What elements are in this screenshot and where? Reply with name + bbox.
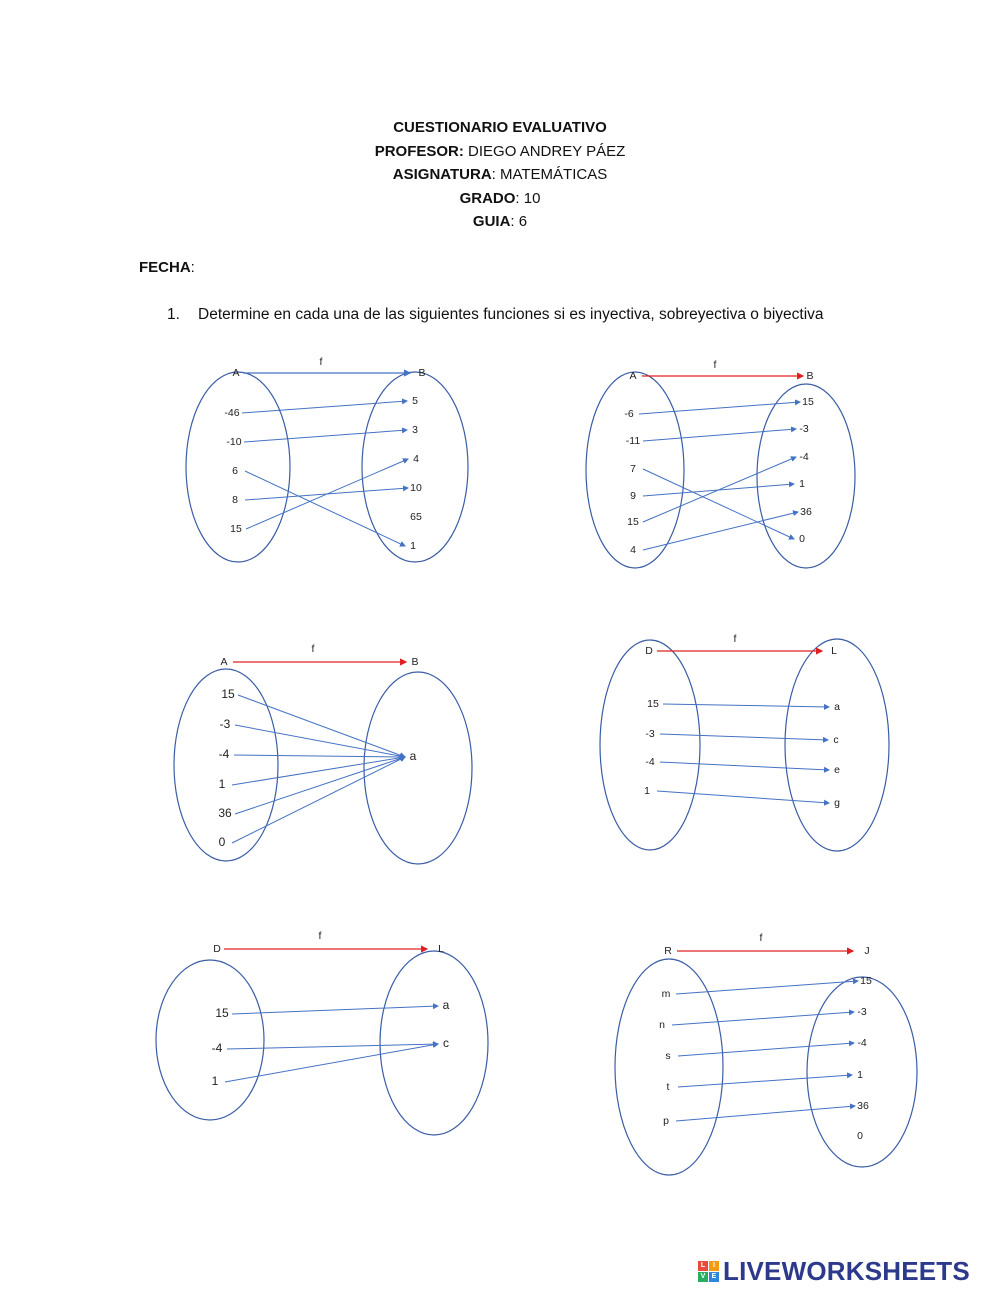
- domain-set-ellipse: [156, 960, 264, 1120]
- codomain-set-ellipse: [364, 672, 472, 864]
- domain-element: -6: [624, 407, 634, 420]
- mapping-arrow: [244, 430, 407, 442]
- domain-set-label: D: [213, 942, 221, 955]
- domain-element: 1: [211, 1074, 219, 1089]
- codomain-element: 1: [410, 539, 416, 552]
- mapping-arrow: [663, 704, 829, 707]
- codomain-set-label: B: [806, 369, 814, 382]
- header-asignatura: ASIGNATURA: MATEMÁTICAS: [392, 166, 608, 183]
- header-title: CUESTIONARIO EVALUATIVO: [393, 119, 607, 136]
- domain-element: 15: [221, 687, 235, 702]
- codomain-element: 0: [857, 1129, 863, 1142]
- codomain-element: 36: [800, 505, 812, 518]
- mapping-arrow: [660, 734, 828, 740]
- mapping-arrow: [232, 757, 405, 785]
- mapping-arrow: [232, 757, 405, 843]
- codomain-element: -4: [857, 1036, 867, 1049]
- codomain-element: 0: [799, 532, 805, 545]
- codomain-set-label: L: [438, 942, 444, 955]
- codomain-element: -4: [799, 450, 809, 463]
- header-profesor: PROFESOR: DIEGO ANDREY PÁEZ: [374, 142, 626, 160]
- function-label: f: [319, 355, 323, 368]
- codomain-element: a: [442, 998, 450, 1013]
- domain-element: -3: [645, 727, 655, 740]
- mapping-arrow: [245, 471, 405, 546]
- diagram-5: [156, 930, 488, 1135]
- mapping-arrow: [234, 755, 405, 757]
- domain-element: 8: [232, 493, 238, 506]
- codomain-element: 10: [410, 481, 422, 494]
- domain-set-label: R: [664, 944, 672, 957]
- mapping-arrow: [643, 457, 796, 522]
- mapping-arrow: [235, 725, 405, 757]
- question-text: Determine en cada una de las siguientes funciones si es inyectiva, sobreyectiva o biyectiva: [198, 306, 824, 323]
- mapping-arrow: [643, 429, 796, 441]
- codomain-element: 4: [413, 452, 419, 465]
- function-label: f: [311, 642, 315, 655]
- diagram-3: [174, 643, 472, 864]
- fecha-field[interactable]: FECHA:: [139, 259, 195, 276]
- codomain-element: e: [834, 763, 840, 776]
- mapping-arrow: [238, 695, 405, 757]
- function-label: f: [318, 929, 322, 942]
- codomain-element: 65: [410, 510, 422, 523]
- codomain-element: -3: [799, 422, 809, 435]
- function-label: f: [733, 632, 737, 645]
- domain-element: s: [665, 1049, 671, 1062]
- header-grado: GRADO: 10: [459, 189, 541, 207]
- codomain-set-label: B: [411, 655, 419, 668]
- codomain-set-label: J: [864, 944, 870, 957]
- liveworksheets-logo: [698, 1256, 970, 1286]
- mapping-arrow: [242, 401, 407, 413]
- domain-element: 15: [230, 522, 242, 535]
- domain-element: -4: [645, 755, 655, 768]
- domain-element: 0: [218, 835, 226, 850]
- domain-element: -11: [625, 434, 641, 447]
- question-number: 1.: [167, 306, 180, 323]
- domain-element: 15: [647, 697, 659, 710]
- codomain-element: a: [834, 700, 840, 713]
- domain-set-label: A: [629, 369, 637, 382]
- diagram-1: [186, 356, 468, 562]
- codomain-set-label: B: [418, 366, 426, 379]
- domain-element: 15: [215, 1006, 229, 1021]
- domain-element: 4: [630, 543, 636, 556]
- domain-set-label: D: [645, 644, 653, 657]
- codomain-set-label: L: [831, 644, 837, 657]
- mapping-arrow: [643, 512, 798, 550]
- domain-set-ellipse: [600, 640, 700, 850]
- mapping-arrow: [678, 1043, 854, 1056]
- codomain-element: 3: [412, 423, 418, 436]
- mapping-arrow: [678, 1075, 852, 1087]
- mapping-arrow: [660, 762, 829, 770]
- codomain-element: a: [409, 749, 417, 764]
- codomain-element: -3: [857, 1005, 867, 1018]
- domain-element: 15: [627, 515, 639, 528]
- domain-element: 9: [630, 489, 636, 502]
- codomain-element: c: [443, 1036, 449, 1051]
- diagram-2: [586, 359, 855, 568]
- codomain-set-ellipse: [757, 384, 855, 568]
- mapping-arrow: [232, 1006, 438, 1014]
- mapping-arrow: [235, 757, 405, 814]
- diagram-6: [615, 932, 917, 1175]
- mapping-arrow: [225, 1044, 438, 1082]
- codomain-element: 1: [799, 477, 805, 490]
- domain-element: -4: [211, 1041, 223, 1056]
- domain-element: m: [661, 987, 671, 1000]
- mapping-arrow: [246, 459, 408, 529]
- domain-element: 6: [232, 464, 238, 477]
- mapping-arrow: [639, 402, 800, 414]
- mapping-arrow: [643, 469, 794, 539]
- mapping-arrow: [657, 791, 829, 803]
- codomain-element: c: [833, 733, 839, 746]
- domain-element: 1: [218, 777, 226, 792]
- domain-element: t: [666, 1080, 670, 1093]
- domain-element: 7: [630, 462, 636, 475]
- codomain-set-ellipse: [380, 951, 488, 1135]
- domain-element: 1: [644, 784, 650, 797]
- function-label: f: [713, 358, 717, 371]
- domain-element: p: [663, 1114, 669, 1127]
- domain-set-label: A: [220, 655, 228, 668]
- domain-element: -46: [224, 406, 240, 419]
- domain-element: n: [659, 1018, 665, 1031]
- function-label: f: [759, 931, 763, 944]
- domain-element: -10: [226, 435, 242, 448]
- mapping-arrow: [676, 1106, 855, 1121]
- mapping-arrow: [672, 1012, 854, 1025]
- codomain-element: 36: [857, 1099, 869, 1112]
- logo-mark-icon: L I V E: [698, 1261, 719, 1282]
- codomain-element: 15: [802, 395, 814, 408]
- domain-element: -4: [218, 747, 230, 762]
- codomain-element: 15: [860, 974, 872, 987]
- domain-set-label: A: [232, 366, 240, 379]
- codomain-element: 1: [857, 1068, 863, 1081]
- mapping-arrow: [227, 1044, 438, 1049]
- domain-element: -3: [219, 717, 231, 732]
- domain-element: 36: [218, 806, 232, 821]
- codomain-element: 5: [412, 394, 418, 407]
- codomain-element: g: [834, 796, 840, 809]
- diagram-4: [600, 633, 889, 851]
- header-guia: GUIA: 6: [472, 213, 528, 230]
- logo-text: LIVEWORKSHEETS: [723, 1255, 970, 1286]
